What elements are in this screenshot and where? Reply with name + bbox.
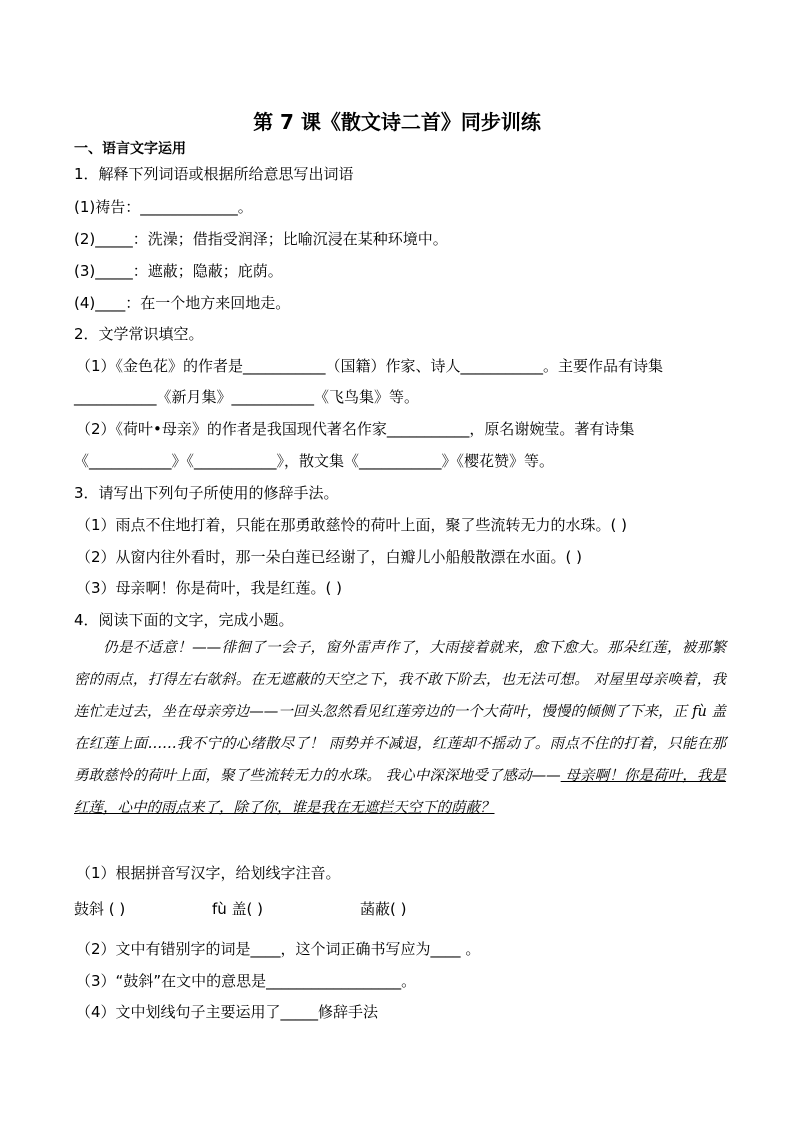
question-1-item: (1)祷告：_____________。 [74, 198, 253, 216]
question-4-sub-1: （1）根据拼音写汉字，给划线字注音。 [76, 864, 341, 882]
question-1-item: (2)_____：洗澡；借指受润泽；比喻沉浸在某种环境中。 [74, 230, 448, 248]
question-2-line: （2）《荷叶•母亲》的作者是我国现代著名作家___________，原名谢婉莹。著有诗集 [76, 420, 635, 438]
question-1-heading: 1．解释下列词语或根据所给意思写出词语 [74, 165, 354, 183]
question-2-line: ___________《新月集》___________《飞鸟集》等。 [74, 388, 420, 406]
question-4-sub-2: （2）文中有错别字的词是____，这个词正确书写应为____ 。 [76, 940, 481, 958]
question-3-item: （3）母亲啊！你是荷叶，我是红莲。( ) [76, 579, 343, 597]
question-1-item: (3)_____：遮蔽；隐蔽；庇荫。 [74, 262, 283, 280]
section-heading: 一、语言文字运用 [74, 141, 186, 157]
question-3-item: （2）从窗内往外看时，那一朵白莲已经谢了，白瓣儿小船般散漂在水面。( ) [76, 548, 583, 566]
question-4-sub-3: （3）“鼓斜”在文中的意思是__________________。 [76, 972, 417, 990]
passage-text: 仍是不适意！——徘徊了一会子，窗外雷声作了，大雨接着就来，愈下愈大。那朵红莲，被那繁密的雨点，打得左右欹斜。在无遮蔽的天空之下，我不敢下阶去，也无法可想。 对屋里母亲唤着，我连忙走过去，坐在母亲旁边——一回头忽然看见红莲旁边的一个大荷叶，慢慢的倾侧了下来，正 fù 盖在红莲上面……我不宁的心绪散尽了！ 雨势并不减退，红莲却不摇动了。雨点不住的打着，只能在那勇敢慈怜的荷叶上面，聚了些流转无力的水珠。 我心中深深地受了感动—— [74, 640, 726, 784]
question-3-heading: 3．请写出下列句子所使用的修辞手法。 [74, 484, 339, 502]
pinyin-item: 菡蔽( ) [360, 900, 407, 918]
question-4-sub-4: （4）文中划线句子主要运用了_____修辞手法 [76, 1003, 379, 1021]
pinyin-item: fù 盖( ) [212, 900, 264, 918]
question-3-item: （1）雨点不住地打着，只能在那勇敢慈怜的荷叶上面，聚了些流转无力的水珠。( ) [76, 516, 628, 534]
reading-passage [74, 632, 726, 824]
question-2-line: （1）《金色花》的作者是___________（国籍）作家、诗人___________。主要作品有诗集 [76, 357, 664, 375]
question-1-item: (4)____：在一个地方来回地走。 [74, 294, 291, 312]
passage-underlined-sentence: 母亲啊！你是荷叶，我是红莲，心中的雨点来了，除了你，谁是我在无遮拦天空下的荫蔽？ [74, 768, 727, 816]
question-2-heading: 2．文学常识填空。 [74, 325, 204, 343]
pinyin-item: 鼓斜 ( ) [74, 900, 126, 918]
page-title: 第 7 课《散文诗二首》同步训练 [253, 110, 541, 134]
question-2-line: 《___________》《___________》，散文集《___________》《樱花赞》等。 [74, 452, 555, 470]
question-4-heading: 4．阅读下面的文字，完成小题。 [74, 611, 294, 629]
